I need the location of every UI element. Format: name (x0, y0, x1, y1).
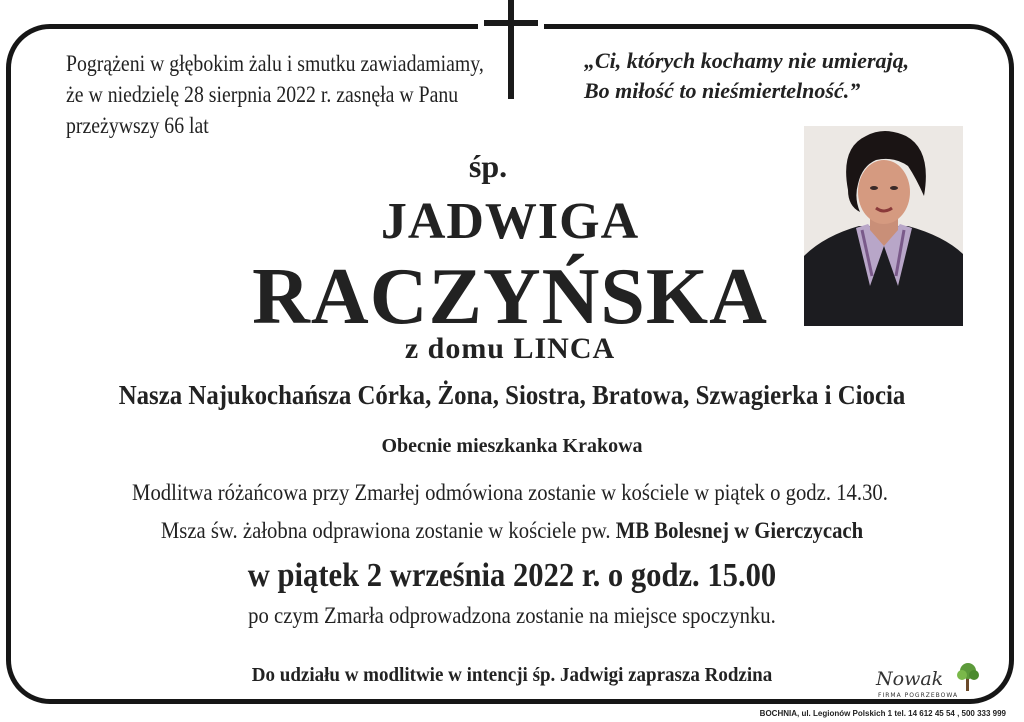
intro-line: Pogrążeni w głębokim żalu i smutku zawiadamiamy, (66, 51, 484, 76)
intro-line: że w niedzielę 28 sierpnia 2022 r. zasnęła w Panu (66, 82, 459, 107)
burial-info: po czym Zmarła odprowadzona zostanie na miejsce spoczynku. (248, 603, 776, 628)
invitation: Do udziału w modlitwie w intencji śp. Jadwigi zaprasza Rodzina (251, 664, 773, 686)
logo-name: Nowak (876, 668, 944, 690)
deceased-prefix: śp. (468, 148, 508, 184)
quote-line: „Ci, których kochamy nie umierają, (584, 48, 910, 73)
intro-line: przeżywszy 66 lat (66, 113, 209, 138)
tree-icon (954, 662, 982, 692)
rosary-info: Modlitwa różańcowa przy Zmarłej odmówiona zostanie w kościele w piątek o godz. 14.30. (132, 480, 888, 505)
cross-icon (508, 0, 514, 99)
funeral-home-contact: BOCHNIA, ul. Legionów Polskich 1 tel. 14 612 45 54 , 500 333 999 (759, 709, 1006, 718)
deceased-maiden-name: z domu LINCA (404, 332, 616, 365)
cross-icon-bar (484, 20, 538, 26)
quote-line: Bo miłość to nieśmiertelność.” (584, 78, 861, 103)
memorial-quote (584, 46, 944, 106)
logo-subtitle: FIRMA POGRZEBOWA (878, 692, 959, 699)
deceased-last-name: RACZYŃSKA (252, 253, 768, 341)
mass-prefix: Msza św. żałobna odprawiona zostanie w kościele pw. (160, 518, 611, 543)
residence: Obecnie mieszkanka Krakowa (381, 435, 643, 457)
funeral-home-logo (872, 664, 982, 704)
church-name: MB Bolesnej w Gierczycach (615, 518, 864, 543)
announcement-intro (66, 48, 484, 141)
deceased-first-name: JADWIGA (380, 193, 640, 250)
portrait-photo (804, 126, 963, 326)
mass-info (51, 518, 973, 544)
funeral-date: w piątek 2 września 2022 r. o godz. 15.00 (247, 557, 777, 594)
family-relations: Nasza Najukochańsza Córka, Żona, Siostra, Bratowa, Szwagierka i Ciocia (118, 380, 906, 410)
